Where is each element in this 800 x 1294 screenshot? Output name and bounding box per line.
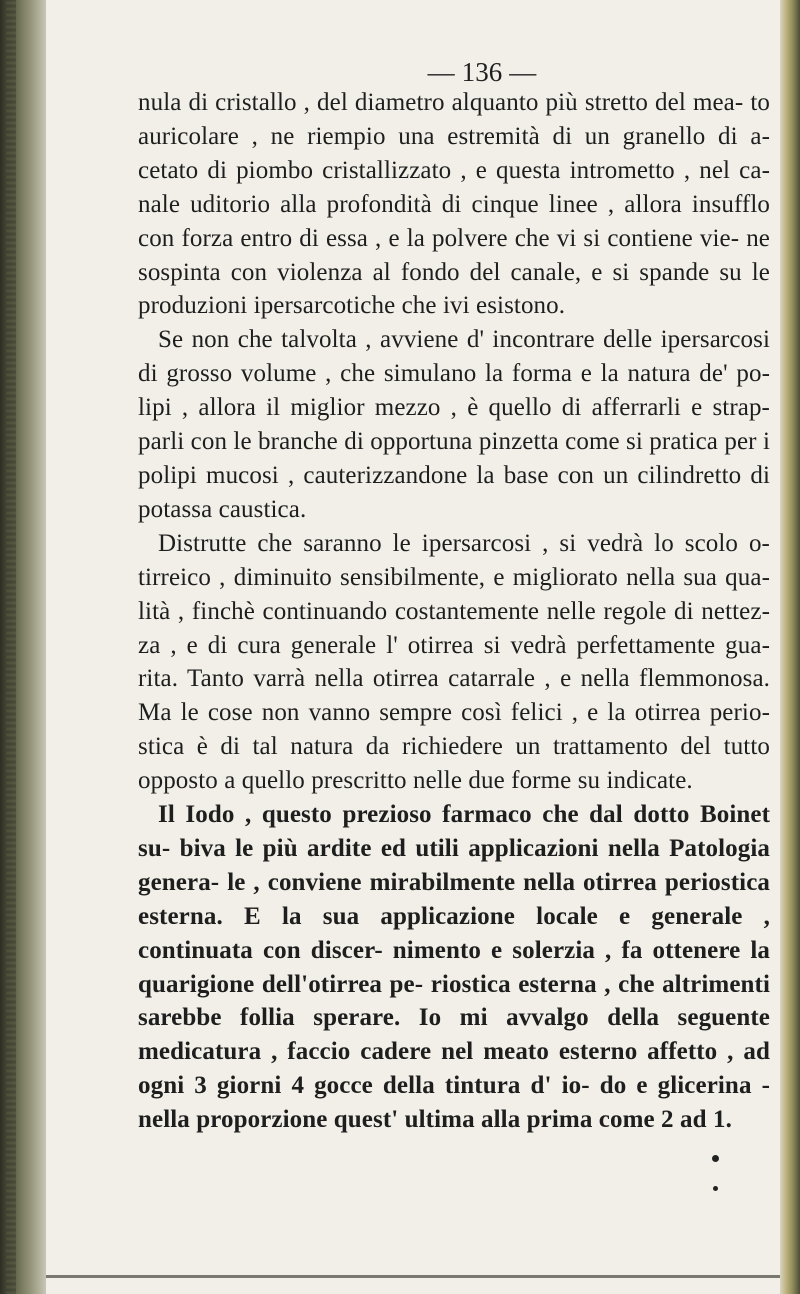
spine-binding <box>6 0 16 1294</box>
page-bottom-shadow <box>46 1275 780 1278</box>
ink-spot <box>712 1155 719 1162</box>
page-edge <box>780 0 800 1294</box>
page-text <box>138 52 770 1137</box>
paragraph-2: Se non che talvolta , avviene d' incontrare delle ipersarcosi di grosso volume , che simulano la forma e la natura de' po- lipi , allora il miglior mezzo , è quello di afferrarli e strap- parli con le branche di opportuna pinzetta come si pratica per i polipi mucosi , cauterizzandone la base con un cilindretto di potassa caustica. <box>138 326 770 523</box>
paragraph-3: Distrutte che saranno le ipersarcosi , si vedrà lo scolo o- tirreico , diminuito sensibilmente, e migliorato nella sua qua- lità , finchè continuando costantemente nelle regole di nettez- za , e di cura generale l' otirrea si vedrà perfettamente gua- rita. Tanto varrà nella otirrea catarrale , e nella flemmonosa. Ma le cose non vanno sempre così felici , e la otirrea perio- stica è di tal natura da richiedere un trattamento del tutto opposto a quello prescritto nelle due forme su indicate. <box>138 529 770 795</box>
book-spine <box>0 0 46 1294</box>
paragraph-4: Il Iodo , questo prezioso farmaco che dal dotto Boinet su- biva le più ardite ed utili applicazioni nella Patologia genera- le , conviene mirabilmente nella otirrea periostica esterna. E la sua applicazione locale e generale , continuata con discer- nimento e solerzia , fa ottenere la quarigione dell'otirrea pe- riostica esterna , che altrimenti sarebbe follia sperare. Io mi avvalgo della seguente medicatura , faccio cadere nel meato esterno affetto , ad ogni 3 giorni 4 gocce della tintura d' io- do e glicerina - nella proporzione quest' ultima alla prima come 2 ad 1. <box>138 801 770 1134</box>
ink-spot-small <box>713 1186 718 1191</box>
paragraph-1: nula di cristallo , del diametro alquanto più stretto del mea- to auricolare , ne riempio una estremità di un granello di a- cetato di piombo cristallizzato , e questa intrometto , nel ca- nale uditorio alla profondità di cinque linee , allora insufflo con forza entro di essa , e la polvere che vi si contiene vie- ne sospinta con violenza al fondo del canale, e si spande su le produzioni ipersarcotiche che ivi esistono. <box>138 89 770 320</box>
page-number: — 136 — <box>427 57 537 87</box>
